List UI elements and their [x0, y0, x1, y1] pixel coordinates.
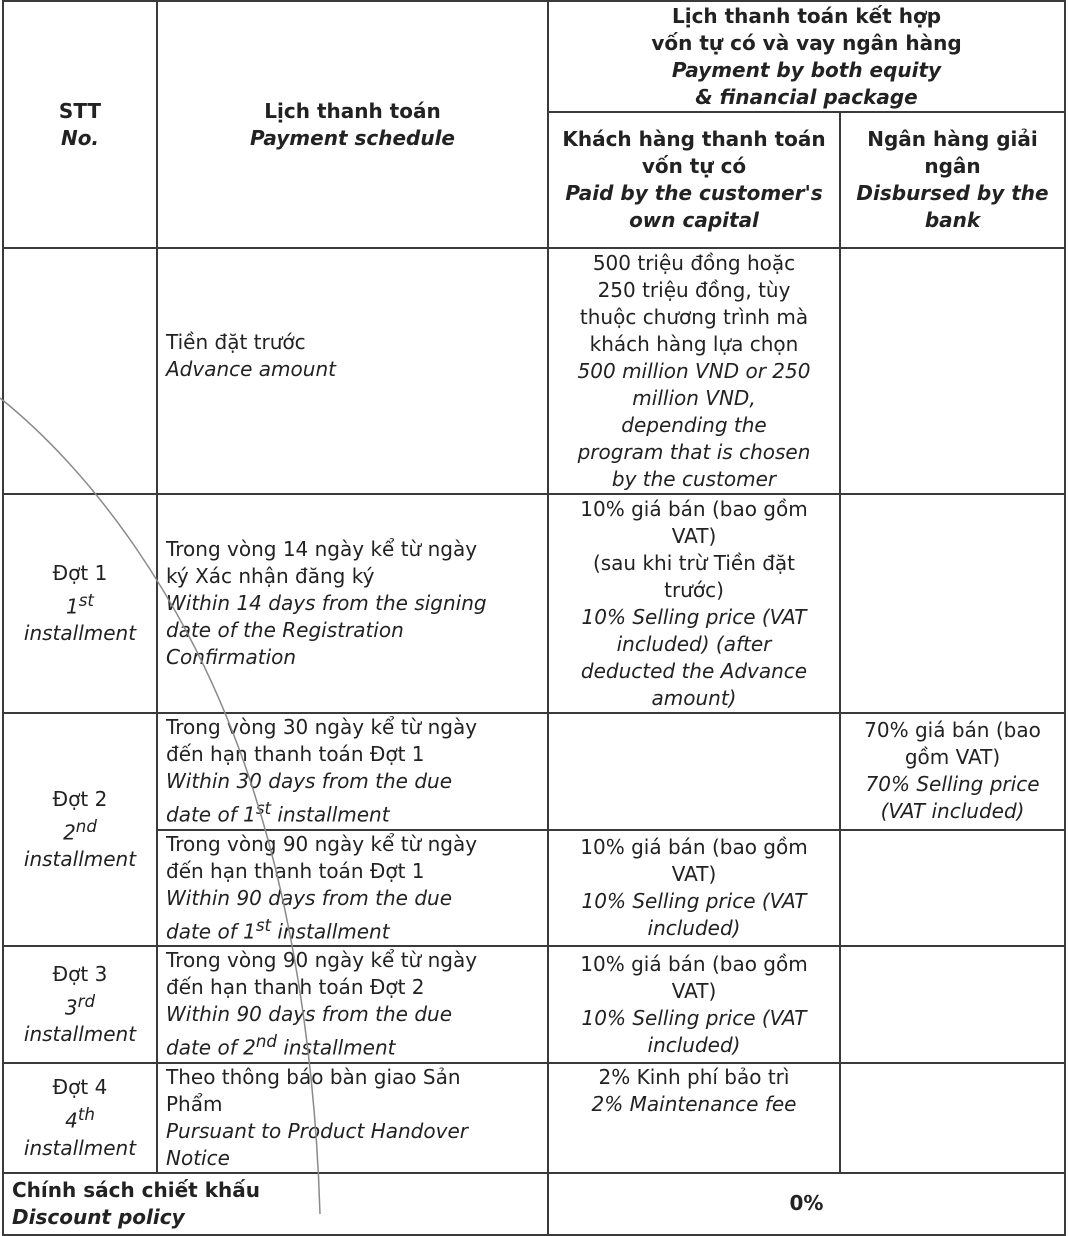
inst1-schedule-vi-2: ký Xác nhận đăng ký [166, 564, 375, 588]
advance-customer-en-5: by the customer [611, 466, 777, 491]
header-schedule-cell [157, 1, 548, 248]
table-row [3, 713, 1065, 830]
inst2b-schedule-en-1: Within 90 days from the due [166, 885, 453, 910]
inst2b-schedule-en-2a: date of 1 [166, 919, 256, 944]
inst4-bank-cell [840, 1063, 1065, 1173]
inst4-schedule-cell [157, 1063, 548, 1173]
inst2a-bank-en-1: 70% Selling price [865, 772, 1040, 797]
payment-schedule-table [2, 0, 1066, 1236]
inst2b-schedule-vi-1: Trong vòng 90 ngày kể từ ngày [166, 831, 478, 856]
advance-schedule-vi: Tiền đặt trước [166, 330, 306, 354]
inst4-customer-cell [548, 1063, 840, 1173]
inst4-stt-num: 4 [65, 1108, 78, 1133]
table-row [3, 248, 1065, 494]
inst4-stt-sup: th [77, 1105, 95, 1125]
inst2a-bank-vi-1: 70% giá bán (bao [864, 718, 1041, 743]
inst2a-schedule-vi-2: đến hạn thanh toán Đợt 1 [166, 742, 425, 766]
inst2b-schedule-en-2b: installment [271, 919, 390, 944]
inst1-customer-en-1: 10% Selling price (VAT [581, 604, 807, 629]
inst3-schedule-vi-1: Trong vòng 90 ngày kể từ ngày [166, 948, 478, 973]
inst2b-schedule-en-2sup: st [255, 915, 272, 935]
inst1-schedule-en-1: Within 14 days from the signing [166, 591, 487, 615]
inst2-stt-cell [3, 713, 157, 946]
inst2b-customer-en-1: 10% Selling price (VAT [581, 888, 807, 913]
table-row [3, 830, 1065, 947]
table-row [3, 1063, 1065, 1173]
inst1-schedule-vi-1: Trong vòng 14 ngày kể từ ngày [166, 537, 478, 561]
header-combined-en-2: & financial package [695, 84, 918, 109]
header-stt: STT [58, 98, 102, 123]
table-row [3, 946, 1065, 1063]
inst3-customer-vi-2: VAT) [671, 978, 717, 1003]
header-bank-vi-1: Ngân hàng giải [867, 127, 1038, 151]
inst2-stt-vi: Đợt 2 [52, 786, 108, 811]
inst4-stt-cell [3, 1063, 157, 1173]
inst4-schedule-en-1: Pursuant to Product Handover [166, 1118, 468, 1143]
inst3-stt-en: installment [23, 1022, 137, 1047]
inst1-schedule-en-2: date of the Registration [166, 618, 404, 642]
inst3-customer-cell [548, 946, 840, 1063]
inst2b-schedule-cell [157, 830, 548, 947]
inst1-stt-cell [3, 494, 157, 713]
header-schedule-en: Payment schedule [250, 125, 455, 150]
inst3-schedule-en-2a: date of 2 [166, 1035, 256, 1060]
header-combined-vi-2: vốn tự có và vay ngân hàng [651, 30, 962, 55]
inst1-stt-num: 1 [66, 594, 79, 619]
inst1-customer-vi-4: trước) [664, 577, 724, 602]
header-no: No. [60, 125, 100, 150]
inst1-customer-vi-1: 10% giá bán (bao gồm [580, 496, 808, 521]
inst3-stt-vi: Đợt 3 [52, 961, 108, 986]
inst2a-schedule-cell [157, 713, 548, 830]
advance-schedule-en: Advance amount [166, 357, 336, 381]
inst1-customer-vi-2: VAT) [671, 523, 717, 548]
advance-schedule-cell [157, 248, 548, 494]
header-schedule-vi: Lịch thanh toán [264, 98, 441, 123]
inst3-customer-en-1: 10% Selling price (VAT [581, 1005, 807, 1030]
inst2a-schedule-en-1: Within 30 days from the due [166, 769, 453, 793]
inst2a-schedule-en-2b: installment [271, 802, 390, 827]
inst1-schedule-cell [157, 494, 548, 713]
header-bank-en-1: Disbursed by the [856, 181, 1049, 205]
advance-customer-en-2: million VND, [632, 385, 756, 410]
discount-label-en: Discount policy [12, 1204, 185, 1229]
header-stt-cell [3, 1, 157, 248]
header-bank-cell [840, 112, 1065, 248]
inst3-schedule-en-1: Within 90 days from the due [166, 1002, 453, 1027]
header-customer-en-2: own capital [629, 208, 759, 232]
advance-customer-vi-1: 500 triệu đồng hoặc [592, 250, 796, 275]
inst2-stt-num: 2 [63, 820, 76, 845]
inst2a-schedule-en-2a: date of 1 [166, 802, 256, 827]
discount-value-cell [548, 1173, 1065, 1235]
inst2b-customer-en-2: included) [647, 915, 741, 940]
inst1-customer-vi-3: (sau khi trừ Tiền đặt [592, 550, 796, 575]
inst2b-customer-vi-1: 10% giá bán (bao gồm [580, 834, 808, 859]
header-customer-vi-2: vốn tự có [641, 154, 747, 178]
inst3-schedule-en-2b: installment [276, 1035, 396, 1060]
inst2b-schedule-vi-2: đến hạn thanh toán Đợt 1 [166, 858, 425, 883]
advance-customer-vi-2: 250 triệu đồng, tùy [597, 277, 791, 302]
discount-label-cell [3, 1173, 548, 1235]
discount-label-vi: Chính sách chiết khấu [12, 1177, 260, 1202]
inst1-bank-cell [840, 494, 1065, 713]
inst4-schedule-en-2: Notice [166, 1145, 230, 1170]
inst1-customer-en-2: included) (after [616, 631, 772, 656]
table-row [3, 494, 1065, 713]
inst1-customer-en-4: amount) [651, 685, 737, 710]
inst2a-customer-cell [548, 713, 840, 830]
header-combined-cell [548, 1, 1065, 112]
inst3-stt-cell [3, 946, 157, 1063]
inst2-stt-sup: nd [75, 816, 97, 836]
advance-bank-cell [840, 248, 1065, 494]
inst4-schedule-vi-1: Theo thông báo bàn giao Sản [166, 1064, 461, 1089]
inst2a-schedule-en-2sup: st [255, 799, 272, 818]
advance-customer-en-4: program that is chosen [577, 439, 811, 464]
advance-customer-vi-3: thuộc chương trình mà [579, 304, 809, 329]
inst4-customer-vi-1: 2% Kinh phí bảo trì [598, 1064, 790, 1089]
inst2a-bank-vi-2: gồm VAT) [904, 745, 1001, 770]
header-customer-en-1: Paid by the customer's [565, 181, 823, 205]
inst1-customer-en-3: deducted the Advance [580, 658, 808, 683]
inst4-stt-vi: Đợt 4 [52, 1075, 108, 1100]
inst3-bank-cell [840, 946, 1065, 1063]
header-bank-vi-2: ngân [924, 154, 981, 178]
inst3-stt-sup: rd [77, 991, 96, 1011]
inst3-stt-num: 3 [64, 995, 78, 1020]
header-customer-cell [548, 112, 840, 248]
inst2-stt-en: installment [23, 847, 137, 872]
inst2b-bank-cell [840, 830, 1065, 947]
header-bank-en-2: bank [924, 208, 981, 232]
advance-stt-cell [3, 248, 157, 494]
inst1-customer-cell [548, 494, 840, 713]
inst3-customer-en-2: included) [647, 1032, 741, 1057]
inst4-schedule-vi-2: Phẩm [166, 1091, 223, 1116]
inst3-schedule-vi-2: đến hạn thanh toán Đợt 2 [166, 975, 425, 1000]
header-combined-en-1: Payment by both equity [671, 57, 942, 82]
header-combined-vi-1: Lịch thanh toán kết hợp [671, 3, 942, 28]
inst3-customer-vi-1: 10% giá bán (bao gồm [580, 951, 808, 976]
discount-value: 0% [789, 1191, 824, 1216]
advance-customer-en-1: 500 million VND or 250 [577, 358, 811, 383]
advance-customer-en-3: depending the [621, 412, 767, 437]
inst2a-bank-en-2: (VAT included) [880, 799, 1025, 824]
inst1-stt-vi: Đợt 1 [52, 560, 108, 585]
inst1-schedule-en-3: Confirmation [166, 645, 297, 669]
inst2a-schedule-vi-1: Trong vòng 30 ngày kể từ ngày [166, 715, 478, 739]
advance-customer-vi-4: khách hàng lựa chọn [589, 331, 799, 356]
header-customer-vi-1: Khách hàng thanh toán [562, 127, 826, 151]
inst1-stt-sup: st [78, 590, 94, 610]
inst2a-bank-cell [840, 713, 1065, 830]
advance-customer-cell [548, 248, 840, 494]
inst2b-customer-vi-2: VAT) [671, 861, 717, 886]
inst4-stt-en: installment [23, 1135, 137, 1160]
inst4-customer-en-1: 2% Maintenance fee [591, 1091, 797, 1116]
table-row [3, 1173, 1065, 1235]
inst3-schedule-cell [157, 946, 548, 1063]
inst1-stt-en: installment [23, 621, 137, 646]
inst2b-customer-cell [548, 830, 840, 947]
inst3-schedule-en-2sup: nd [255, 1032, 277, 1052]
